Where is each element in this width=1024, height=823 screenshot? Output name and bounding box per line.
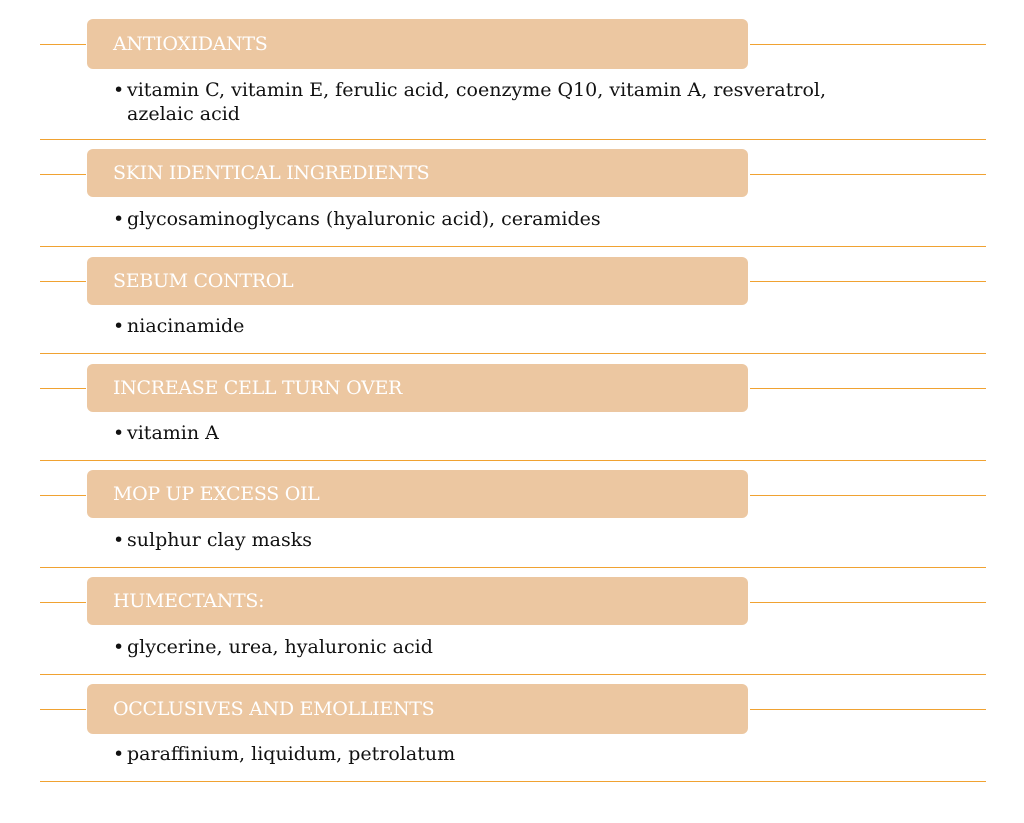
bullet: •	[113, 422, 125, 444]
divider	[40, 139, 986, 140]
bullet: •	[113, 79, 125, 101]
divider	[40, 781, 986, 782]
list-item-text: sulphur clay masks	[127, 529, 312, 551]
connector-line-right	[750, 495, 986, 496]
divider	[40, 567, 986, 568]
section-title: HUMECTANTS:	[113, 590, 265, 612]
section-header-skin-identical-ingredients	[87, 149, 748, 197]
list-item	[113, 207, 853, 231]
list-item	[113, 314, 853, 338]
list-item	[113, 635, 853, 659]
section-header-mop-up-excess-oil	[87, 470, 748, 518]
list-item-text: paraffinium, liquidum, petrolatum	[127, 743, 456, 765]
section-header-occlusives-and-emollients	[87, 684, 748, 734]
bullet: •	[113, 315, 125, 337]
list-item	[113, 528, 853, 552]
bullet: •	[113, 529, 125, 551]
connector-line-right	[750, 709, 986, 710]
list-item-text: glycerine, urea, hyaluronic acid	[127, 636, 433, 658]
section-header-increase-cell-turn-over	[87, 364, 748, 412]
connector-line-right	[750, 44, 986, 45]
connector-line-left	[40, 281, 86, 282]
connector-line-right	[750, 281, 986, 282]
connector-line-right	[750, 602, 986, 603]
list-item-text: vitamin A	[127, 422, 219, 444]
connector-line-left	[40, 495, 86, 496]
section-title: ANTIOXIDANTS	[113, 33, 268, 55]
section-title: SEBUM CONTROL	[113, 270, 294, 292]
divider	[40, 353, 986, 354]
connector-line-left	[40, 44, 86, 45]
list-item-text: vitamin C, vitamin E, ferulic acid, coenzyme Q10, vitamin A, resveratrol, azelaic acid	[127, 79, 827, 125]
list-item	[113, 78, 853, 126]
section-header-humectants	[87, 577, 748, 625]
bullet: •	[113, 743, 125, 765]
list-item	[113, 421, 853, 445]
connector-line-left	[40, 602, 86, 603]
section-header-antioxidants	[87, 19, 748, 69]
list-item	[113, 742, 853, 766]
connector-line-right	[750, 174, 986, 175]
section-title: MOP UP EXCESS OIL	[113, 483, 320, 505]
divider	[40, 674, 986, 675]
bullet: •	[113, 636, 125, 658]
connector-line-left	[40, 174, 86, 175]
section-header-sebum-control	[87, 257, 748, 305]
list-item-text: niacinamide	[127, 315, 245, 337]
divider	[40, 246, 986, 247]
connector-line-left	[40, 709, 86, 710]
section-title: INCREASE CELL TURN OVER	[113, 377, 403, 399]
section-title: OCCLUSIVES AND EMOLLIENTS	[113, 698, 435, 720]
bullet: •	[113, 208, 125, 230]
connector-line-left	[40, 388, 86, 389]
connector-line-right	[750, 388, 986, 389]
list-item-text: glycosaminoglycans (hyaluronic acid), ceramides	[127, 208, 601, 230]
section-title: SKIN IDENTICAL INGREDIENTS	[113, 162, 430, 184]
divider	[40, 460, 986, 461]
